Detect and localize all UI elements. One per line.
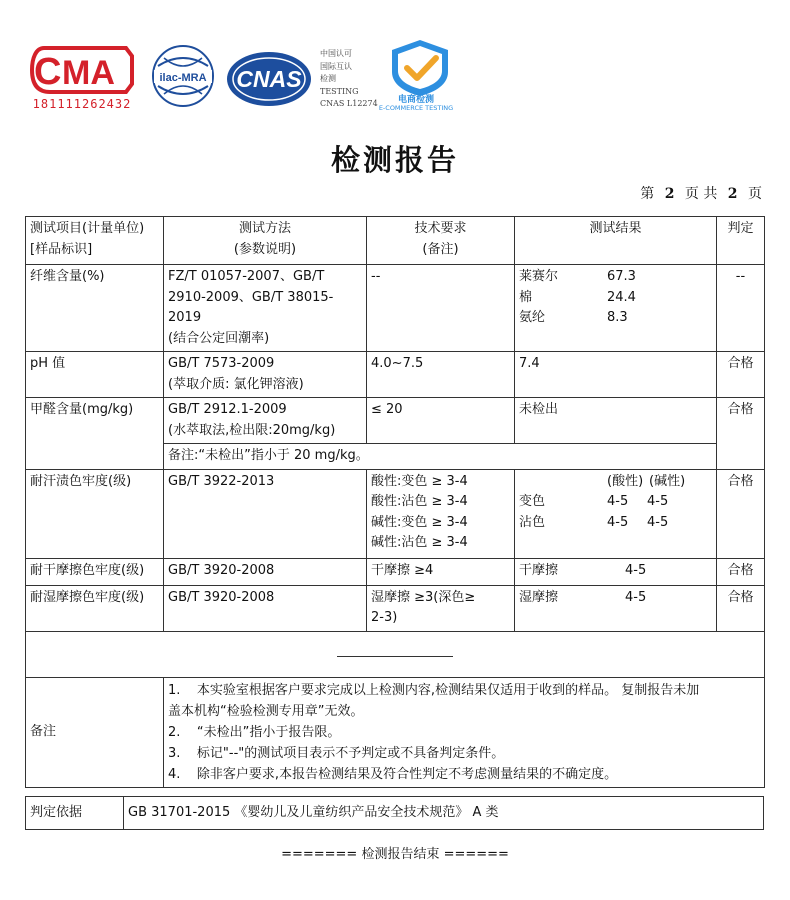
alkali-label: (碱性) (649, 473, 686, 489)
perspiration-judgement: 合格 (717, 469, 765, 558)
cnas-info-line: CNAS L12274 (320, 99, 378, 108)
cnas-info-line: 国际互认 (320, 61, 352, 71)
end-of-results-line (26, 631, 765, 677)
formaldehyde-method-line: (水萃取法,检出限:20mg/kg) (168, 422, 336, 438)
wet-rub-result-name: 湿摩擦 (519, 589, 559, 605)
remark-line: 4. 除非客户要求,本报告检测结果及符合性判定不考虑测量结果的不确定度。 (168, 766, 618, 782)
ph-judgement: 合格 (717, 352, 765, 398)
perspiration-req-line: 酸性:沾色 ≥ 3-4 (371, 494, 468, 509)
header-result: 测试结果 (515, 217, 717, 265)
page-prefix: 第 (640, 186, 655, 202)
page-mid: 页 共 (684, 186, 718, 202)
page-number (640, 183, 762, 203)
table-row-wet-rub (26, 585, 765, 631)
formaldehyde-item: 甲醛含量(mg/kg) (26, 398, 164, 470)
formaldehyde-result: 未检出 (515, 398, 717, 444)
dry-rub-method: GB/T 3920-2008 (164, 558, 367, 585)
report-end: ======= 检测报告结束 ====== (281, 847, 509, 862)
fiber-name: 棉 (519, 289, 533, 305)
formaldehyde-method (164, 398, 367, 444)
report-title: 检测报告 (330, 143, 459, 177)
fiber-method-line: 2910-2009、GB/T 38015-2019 (168, 289, 334, 325)
cma-text: MA (62, 54, 115, 92)
ph-method-line: (萃取介质: 氯化钾溶液) (168, 376, 304, 392)
remarks-content (164, 677, 765, 787)
fiber-value: 67.3 (607, 269, 636, 284)
cnas-logo (225, 50, 313, 108)
fiber-results (515, 265, 717, 352)
fiber-item: 纤维含量(%) (26, 265, 164, 352)
fiber-method-line: (结合公定回潮率) (168, 330, 270, 346)
perspiration-result-name: 沾色 (519, 514, 546, 530)
judgement-basis-label: 判定依据 (26, 797, 124, 830)
ilac-text: ilac-MRA (159, 72, 207, 84)
wet-rub-item: 耐湿摩擦色牢度(级) (26, 585, 164, 631)
formaldehyde-method-line: GB/T 2912.1-2009 (168, 402, 287, 417)
perspiration-requirements (367, 469, 515, 558)
fiber-value: 8.3 (607, 310, 628, 325)
fiber-method (164, 265, 367, 352)
table-row-remarks (26, 677, 765, 787)
dry-rub-result-row (519, 561, 712, 582)
header-requirement-line1: 技术要求 (414, 221, 467, 236)
wet-rub-result-value: 4-5 (625, 589, 647, 605)
dry-rub-result-value: 4-5 (625, 562, 647, 578)
cnas-info-line: 中国认可 (320, 49, 352, 58)
ecommerce-logo-en: E-COMMERCE TESTING (378, 104, 454, 112)
fiber-requirement: -- (367, 265, 515, 352)
perspiration-item: 耐汗渍色牢度(级) (26, 469, 164, 558)
ilac-mra-logo (146, 44, 220, 108)
wet-rub-req-line: 2-3) (371, 610, 398, 625)
fiber-name: 莱赛尔 (519, 269, 559, 284)
header-requirement (367, 217, 515, 265)
fiber-result-row (519, 288, 712, 309)
perspiration-result-name: 变色 (519, 494, 546, 509)
header-judgement: 判定 (717, 217, 765, 265)
dry-rub-result-name: 干摩擦 (519, 562, 559, 578)
page-current: 2 (664, 186, 675, 202)
perspiration-alkali: 4-5 (647, 494, 669, 509)
cnas-info-line: 检测 (320, 74, 336, 83)
table-row-dry-rub (26, 558, 765, 585)
acid-label: (酸性) (607, 473, 644, 489)
remark-line: 3. 标记"--"的测试项目表示不予判定或不具备判定条件。 (168, 745, 505, 761)
cma-c: C (34, 51, 62, 93)
remark-line: 2. “未检出”指小于报告限。 (168, 724, 341, 740)
perspiration-req-line: 碱性:沾色 ≥ 3-4 (371, 535, 468, 550)
cnas-info-line: TESTING (320, 86, 359, 96)
wet-rub-method: GB/T 3920-2008 (164, 585, 367, 631)
header-method (164, 217, 367, 265)
perspiration-req-line: 碱性:变色 ≥ 3-4 (371, 514, 468, 530)
perspiration-result-row (519, 492, 712, 513)
dry-rub-item: 耐干摩擦色牢度(级) (26, 558, 164, 585)
perspiration-result-row (519, 513, 712, 534)
fiber-result-row (519, 267, 712, 288)
wet-rub-requirement (367, 585, 515, 631)
test-results-table (25, 216, 765, 788)
dry-rub-judgement: 合格 (717, 558, 765, 585)
page-suffix: 页 (748, 186, 762, 202)
perspiration-result-header (519, 472, 712, 493)
separator-line (337, 656, 453, 657)
table-row-blank (26, 631, 765, 677)
remark-line: 盖本机构“检验检测专用章”无效。 (168, 703, 364, 719)
ph-requirement: 4.0~7.5 (367, 352, 515, 398)
ph-item: pH 值 (26, 352, 164, 398)
perspiration-acid: 4-5 (607, 494, 629, 509)
cnas-info (320, 48, 378, 111)
ph-result: 7.4 (515, 352, 717, 398)
table-row-perspiration (26, 469, 765, 558)
header-requirement-line2: (备注) (422, 241, 459, 257)
ph-method-line: GB/T 7573-2009 (168, 356, 275, 371)
judgement-basis-row (26, 797, 764, 830)
perspiration-req-line: 酸性:变色 ≥ 3-4 (371, 473, 468, 489)
wet-rub-result-row (519, 588, 712, 609)
remark-line: 1. 本实验室根据客户要求完成以上检测内容,检测结果仅适用于收到的样品。 复制报告未加 (168, 682, 700, 698)
judgement-basis-text: GB 31701-2015 《婴幼儿及儿童纺织产品安全技术规范》 A 类 (124, 797, 764, 830)
table-header-row (26, 217, 765, 265)
remarks-label: 备注 (26, 677, 164, 787)
table-row-fiber (26, 265, 765, 352)
header-logos (0, 0, 790, 125)
perspiration-method: GB/T 3922-2013 (164, 469, 367, 558)
fiber-judgement: -- (717, 265, 765, 352)
header-item-line2: [样品标识] (30, 241, 93, 257)
fiber-method-line: FZ/T 01057-2007、GB/T (168, 269, 325, 284)
cnas-text: CNAS (236, 66, 302, 92)
ecommerce-logo-cn: 电商检测 (397, 95, 434, 105)
judgement-basis-table (25, 796, 764, 830)
formaldehyde-judgement: 合格 (717, 398, 765, 470)
table-row-formaldehyde (26, 398, 765, 444)
fiber-result-row (519, 308, 712, 329)
formaldehyde-note: 备注:“未检出”指小于 20 mg/kg。 (164, 444, 717, 470)
dry-rub-result (515, 558, 717, 585)
perspiration-acid: 4-5 (607, 514, 629, 530)
header-method-line2: (参数说明) (233, 241, 297, 257)
page-total: 2 (727, 186, 738, 202)
formaldehyde-requirement: ≤ 20 (367, 398, 515, 444)
dry-rub-requirement: 干摩擦 ≥4 (367, 558, 515, 585)
cma-number: 181111262432 (32, 97, 132, 111)
header-item-line1: 测试项目(计量单位) (30, 221, 145, 236)
wet-rub-judgement: 合格 (717, 585, 765, 631)
fiber-name: 氨纶 (519, 310, 546, 325)
wet-rub-req-line: 湿摩擦 ≥3(深色≥ (371, 589, 476, 605)
perspiration-results (515, 469, 717, 558)
perspiration-alkali: 4-5 (647, 514, 669, 530)
header-item (26, 217, 164, 265)
wet-rub-result (515, 585, 717, 631)
fiber-value: 24.4 (607, 289, 636, 305)
table-row-ph (26, 352, 765, 398)
ph-method (164, 352, 367, 398)
header-method-line1: 测试方法 (238, 221, 291, 236)
